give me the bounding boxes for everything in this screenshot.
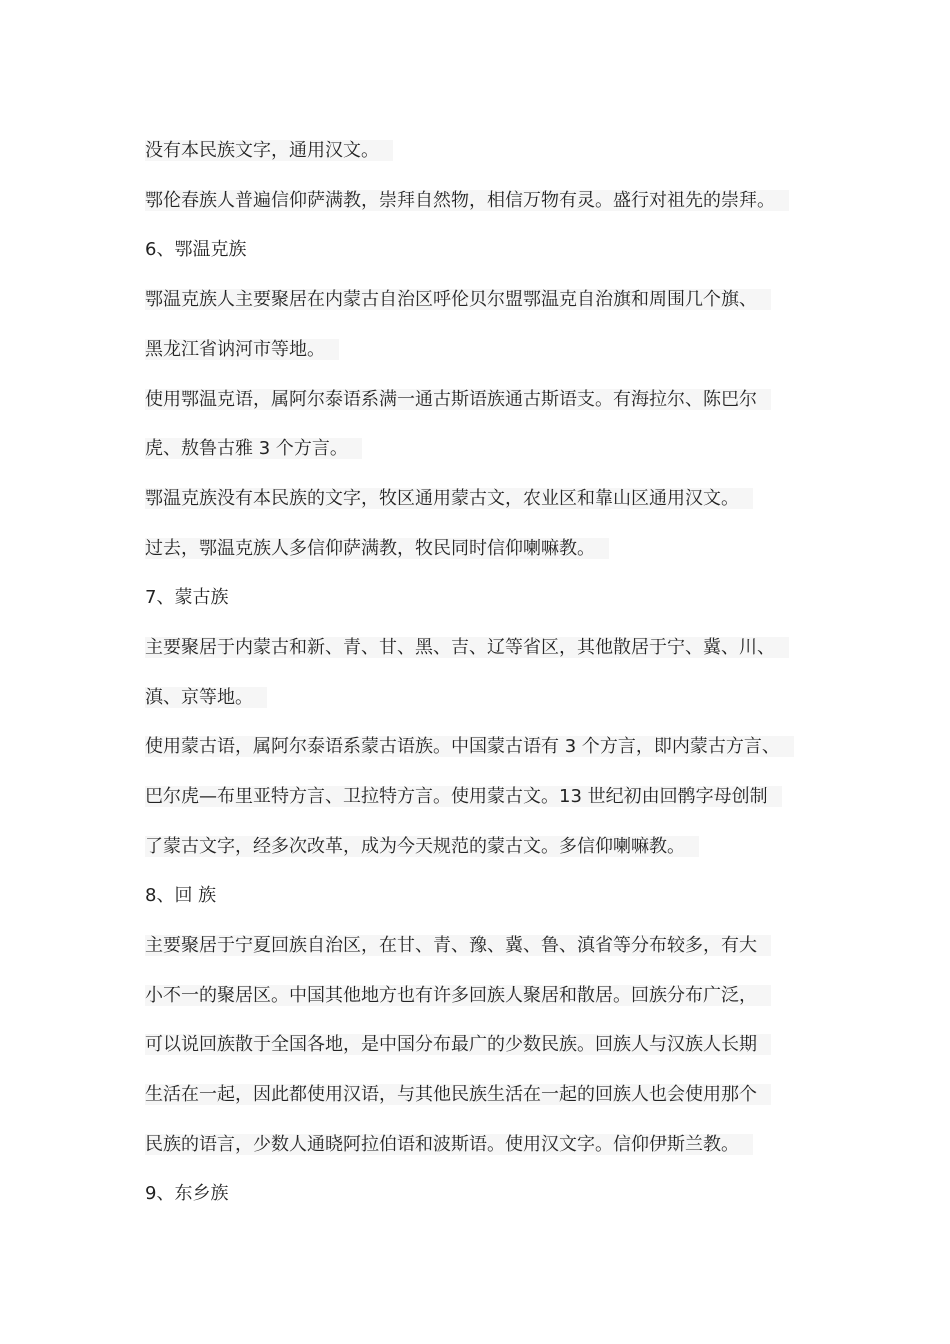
text-line (145, 139, 393, 163)
section-heading (145, 884, 216, 908)
text-line-content: 鄂温克族没有本民族的文字，牧区通用蒙古文，农业区和靠山区通用汉文。 (145, 488, 753, 509)
text-line-content: 虎、敖鲁古雅 3 个方言。 (145, 438, 362, 459)
text-line (145, 735, 794, 759)
text-line (145, 686, 267, 710)
text-line-content: 使用蒙古语，属阿尔泰语系蒙古语族。中国蒙古语有 3 个方言，即内蒙古方言、 (145, 736, 794, 757)
text-line-content: 使用鄂温克语，属阿尔泰语系满一通古斯语族通古斯语支。有海拉尔、陈巴尔 (145, 389, 771, 410)
text-line-content: 主要聚居于内蒙古和新、青、甘、黑、吉、辽等省区，其他散居于宁、冀、川、 (145, 637, 789, 658)
text-line (145, 437, 362, 461)
text-line (145, 835, 699, 859)
text-line (145, 1083, 771, 1107)
section-heading (145, 238, 246, 262)
text-line-content: 可以说回族散于全国各地，是中国分布最广的少数民族。回族人与汉族人长期 (145, 1034, 771, 1055)
text-line-content: 主要聚居于宁夏回族自治区，在甘、青、豫、冀、鲁、滇省等分布较多，有大 (145, 935, 771, 956)
text-line-content: 过去，鄂温克族人多信仰萨满教，牧民同时信仰喇嘛教。 (145, 538, 609, 559)
section-heading-text: 8、回 族 (145, 885, 217, 906)
text-line-content: 了蒙古文字，经多次改革，成为今天规范的蒙古文。多信仰喇嘛教。 (145, 836, 699, 857)
section-heading (145, 1182, 228, 1206)
text-line-content: 鄂伦春族人普遍信仰萨满教，崇拜自然物，相信万物有灵。盛行对祖先的崇拜。 (145, 190, 789, 211)
section-heading-text: 9、东乡族 (145, 1183, 229, 1204)
text-line (145, 388, 771, 412)
text-line (145, 537, 609, 561)
text-line-content: 没有本民族文字，通用汉文。 (145, 140, 393, 161)
text-line (145, 785, 782, 809)
text-line-content: 小不一的聚居区。中国其他地方也有许多回族人聚居和散居。回族分布广泛， (145, 985, 771, 1006)
text-line-content: 黑龙江省讷河市等地。 (145, 339, 339, 360)
text-line-content: 民族的语言，少数人通晓阿拉伯语和波斯语。使用汉文字。信仰伊斯兰教。 (145, 1134, 753, 1155)
section-heading-text: 7、蒙古族 (145, 587, 229, 608)
text-line (145, 1133, 753, 1157)
text-line-content: 滇、京等地。 (145, 687, 267, 708)
text-line (145, 487, 753, 511)
text-line-content: 巴尔虎—布里亚特方言、卫拉特方言。使用蒙古文。13 世纪初由回鹘字母创制 (145, 786, 782, 807)
text-line (145, 636, 789, 660)
text-line-content: 生活在一起，因此都使用汉语，与其他民族生活在一起的回族人也会使用那个 (145, 1084, 771, 1105)
text-line (145, 338, 339, 362)
text-line (145, 1033, 771, 1057)
text-line (145, 189, 789, 213)
text-line-content: 鄂温克族人主要聚居在内蒙古自治区呼伦贝尔盟鄂温克自治旗和周围几个旗、 (145, 289, 771, 310)
text-line (145, 984, 771, 1008)
section-heading-text: 6、鄂温克族 (145, 239, 247, 260)
text-line (145, 934, 771, 958)
section-heading (145, 586, 228, 610)
text-line (145, 288, 771, 312)
